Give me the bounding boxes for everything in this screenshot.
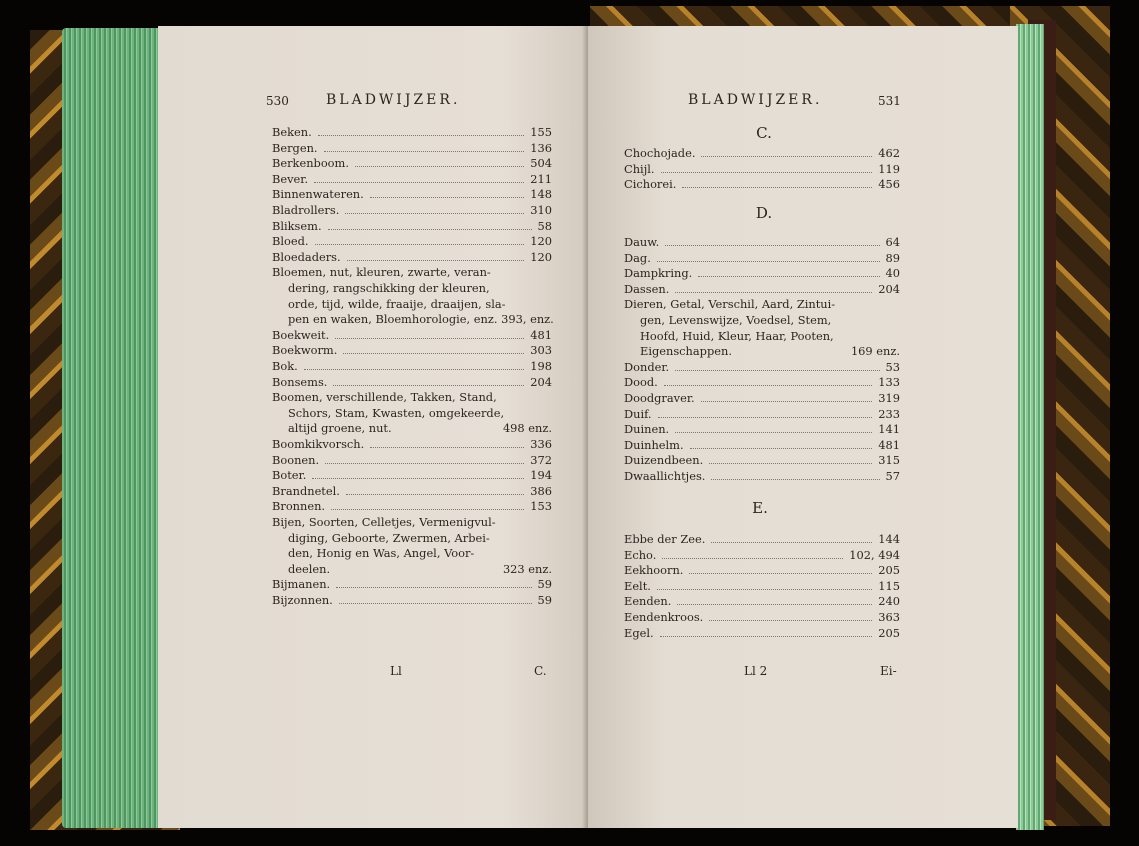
- entry-line: Bijen, Soorten, Celletjes, Vermenigvul-: [272, 515, 496, 529]
- entry-term: Doodgraver.: [624, 391, 695, 405]
- leader-dots: [660, 636, 873, 637]
- entry-page: 498 enz.: [502, 421, 552, 436]
- entry-line: den, Honig en Was, Angel, Voor-: [288, 546, 475, 561]
- catchword: Ei-: [880, 664, 897, 678]
- index-entry: [624, 360, 900, 375]
- leader-dots: [339, 603, 532, 604]
- entry-term: Dassen.: [624, 281, 670, 296]
- entry-term: Boekweit.: [272, 327, 330, 342]
- index-entry: [624, 469, 900, 484]
- entry-term: Duif.: [624, 406, 652, 421]
- entry-term: Bladrollers.: [272, 203, 340, 217]
- leader-dots: [304, 369, 524, 370]
- entry-page: 462: [878, 146, 900, 160]
- entry-page: 53: [885, 359, 900, 374]
- index-entry: [624, 266, 900, 281]
- index-entry: [624, 146, 900, 161]
- entry-term: Chijl.: [624, 161, 655, 176]
- index-entry: [272, 468, 552, 483]
- index-entry: [624, 407, 900, 422]
- entry-term: Eekhoorn.: [624, 563, 684, 578]
- entry-page: 89: [885, 250, 900, 265]
- index-entry: [272, 156, 552, 171]
- leader-dots: [675, 370, 879, 371]
- leader-dots: [661, 172, 873, 173]
- entry-page: 64: [885, 235, 900, 249]
- entry-page: 59: [537, 577, 552, 592]
- leader-dots: [711, 479, 879, 480]
- leader-dots: [347, 260, 525, 261]
- entry-line: Bloemen, nut, kleuren, zwarte, veran-: [272, 265, 491, 280]
- index-entry: [624, 563, 900, 578]
- index-entry: [624, 235, 900, 250]
- entry-term: Dood.: [624, 375, 658, 390]
- leader-dots: [689, 573, 872, 574]
- entry-page: 155: [530, 125, 552, 139]
- right-page: [588, 26, 1018, 828]
- entry-page: 240: [878, 594, 900, 609]
- index-entry: [272, 499, 552, 514]
- entry-page: 198: [530, 359, 552, 373]
- index-entry: [624, 548, 900, 563]
- entry-page: 211: [530, 171, 552, 186]
- entry-term: Bergen.: [272, 140, 318, 155]
- leader-dots: [701, 401, 873, 402]
- index-entry: [624, 177, 900, 192]
- entry-term: Dwaallichtjes.: [624, 469, 706, 483]
- entry-term: Ebbe der Zee.: [624, 532, 706, 546]
- index-entry: [624, 438, 900, 453]
- entry-term: Boekworm.: [272, 343, 338, 358]
- leader-dots: [682, 187, 872, 188]
- entry-term: Brandnetel.: [272, 483, 340, 498]
- leader-dots: [709, 463, 872, 464]
- leader-dots: [657, 589, 872, 590]
- entry-line: Dieren, Getal, Verschil, Aard, Zintui-: [624, 297, 836, 312]
- index-entry: [624, 162, 900, 177]
- leader-dots: [662, 558, 843, 559]
- entry-term: Boomkikvorsch.: [272, 437, 365, 451]
- index-entry: [272, 219, 552, 234]
- entry-page: 119: [878, 161, 900, 176]
- index-entry: [272, 437, 552, 452]
- entry-page: 319: [878, 391, 900, 405]
- entry-page: 386: [530, 483, 552, 498]
- leader-dots: [333, 385, 524, 386]
- leader-dots: [343, 353, 524, 354]
- index-entry: [624, 375, 900, 390]
- leader-dots: [664, 385, 872, 386]
- entry-term: Duizendbeen.: [624, 453, 704, 468]
- leader-dots: [335, 338, 524, 339]
- index-entry: [624, 251, 900, 266]
- leader-dots: [345, 213, 524, 214]
- left-page: [158, 26, 588, 828]
- entry-page: 57: [885, 469, 900, 483]
- entry-term: Bloedaders.: [272, 249, 341, 264]
- index-entry: [272, 577, 552, 592]
- entry-line: diging, Geboorte, Zwermen, Arbei-: [288, 530, 490, 545]
- index-entry: [272, 203, 552, 218]
- leader-dots: [675, 432, 872, 433]
- leader-dots: [331, 509, 524, 510]
- entry-page: 141: [878, 422, 900, 437]
- entry-term: Bever.: [272, 171, 309, 186]
- entry-term: Dampkring.: [624, 266, 693, 281]
- index-entry: [272, 250, 552, 265]
- section-letter: D.: [755, 204, 773, 222]
- entry-page: 58: [537, 218, 552, 233]
- entry-term: Binnenwateren.: [272, 187, 364, 202]
- entry-page: 233: [878, 406, 900, 421]
- entry-page: 323 enz.: [502, 561, 552, 576]
- entry-page: 481: [878, 437, 900, 452]
- page-edges-left: [62, 28, 160, 828]
- index-entry: [272, 343, 552, 358]
- entry-line: orde, tijd, wilde, fraaije, draaijen, sla-: [288, 296, 506, 311]
- section-letter: E.: [752, 499, 768, 517]
- entry-term: Cichorei.: [624, 177, 677, 192]
- entry-page: 133: [878, 375, 900, 390]
- entry-term: Bliksem.: [272, 218, 322, 233]
- entry-line: Eigenschappen.: [640, 344, 732, 359]
- entry-page: 40: [885, 266, 900, 281]
- leader-dots: [370, 197, 524, 198]
- entry-page: 148: [530, 187, 552, 202]
- entry-term: Bronnen.: [272, 499, 326, 514]
- entry-term: Beken.: [272, 125, 312, 139]
- leader-dots: [318, 135, 525, 136]
- entry-page: 102, 494: [849, 547, 900, 562]
- leader-dots: [711, 542, 872, 543]
- page-header: BLADWIJZER.: [326, 92, 461, 108]
- index-entry: [272, 328, 552, 343]
- index-entry: [272, 359, 552, 374]
- entry-page: 194: [530, 468, 552, 483]
- index-entry: [272, 234, 552, 249]
- index-entry: [624, 282, 900, 297]
- page-edges-right: [1016, 24, 1044, 830]
- entry-term: Berkenboom.: [272, 156, 349, 171]
- entry-term: Echo.: [624, 547, 657, 562]
- entry-page: 59: [537, 593, 552, 607]
- entry-term: Duinhelm.: [624, 437, 684, 452]
- index-entry: [624, 610, 900, 625]
- entry-term: Bijmanen.: [272, 577, 331, 592]
- entry-page: 481: [530, 327, 552, 342]
- index-entry: [624, 422, 900, 437]
- section-letter: C.: [756, 124, 772, 142]
- entry-term: Donder.: [624, 359, 670, 374]
- index-entry: [272, 141, 552, 156]
- entry-page: 120: [530, 234, 552, 249]
- entry-term: Egel.: [624, 625, 654, 640]
- leader-dots: [658, 417, 873, 418]
- entry-page: 169 enz.: [850, 344, 900, 359]
- leader-dots: [709, 620, 872, 621]
- leader-dots: [690, 448, 873, 449]
- entry-page: 136: [530, 140, 552, 155]
- leader-dots: [314, 182, 524, 183]
- leader-dots: [657, 261, 880, 262]
- leader-dots: [675, 292, 872, 293]
- index-entry: [272, 484, 552, 499]
- leader-dots: [677, 604, 872, 605]
- entry-page: 504: [530, 156, 552, 171]
- entry-line: gen, Levenswijze, Voedsel, Stem,: [640, 313, 832, 327]
- entry-line: Hoofd, Huid, Kleur, Haar, Pooten,: [640, 328, 834, 343]
- leader-dots: [355, 166, 524, 167]
- entry-term: Dauw.: [624, 235, 660, 249]
- entry-page: 204: [878, 281, 900, 296]
- entry-line: Boomen, verschillende, Takken, Stand,: [272, 390, 497, 405]
- entry-page: 363: [878, 610, 900, 624]
- index-entry: [272, 453, 552, 468]
- page-number: 531: [878, 94, 901, 108]
- leader-dots: [328, 229, 532, 230]
- entry-page: 336: [530, 437, 552, 451]
- index-entry: [624, 391, 900, 406]
- entry-term: Bok.: [272, 359, 298, 373]
- index-entry: [272, 375, 552, 390]
- entry-term: Duinen.: [624, 422, 670, 437]
- entry-term: Chochojade.: [624, 146, 696, 160]
- index-entry: [272, 593, 552, 608]
- leader-dots: [324, 151, 525, 152]
- entry-page: 204: [530, 374, 552, 389]
- leader-dots: [325, 463, 524, 464]
- index-entry: [624, 453, 900, 468]
- page-number: 530: [266, 94, 289, 108]
- entry-page: 315: [878, 453, 900, 468]
- index-entry: [624, 579, 900, 594]
- entry-page: 153: [530, 499, 552, 514]
- entry-line: pen en waken, Bloemhorologie, enz. 393, enz.: [288, 312, 554, 327]
- leader-dots: [665, 245, 879, 246]
- page-header: BLADWIJZER.: [688, 92, 823, 108]
- index-entry: [272, 172, 552, 187]
- leader-dots: [315, 244, 525, 245]
- entry-page: 205: [878, 625, 900, 640]
- signature-mark: Ll: [390, 664, 402, 678]
- entry-line: deelen.: [288, 561, 331, 576]
- leader-dots: [701, 156, 872, 157]
- leader-dots: [346, 494, 524, 495]
- entry-term: Eelt.: [624, 578, 651, 593]
- entry-page: 205: [878, 563, 900, 578]
- leader-dots: [698, 276, 879, 277]
- entry-term: Bijzonnen.: [272, 593, 333, 607]
- leader-dots: [312, 478, 524, 479]
- entry-term: Eendenkroos.: [624, 610, 704, 624]
- entry-term: Boonen.: [272, 452, 320, 467]
- entry-page: 310: [530, 203, 552, 217]
- index-entry: [624, 626, 900, 641]
- entry-term: Bonsems.: [272, 374, 328, 389]
- entry-page: 303: [530, 343, 552, 358]
- signature-mark: Ll 2: [744, 664, 768, 678]
- index-entry: [272, 125, 552, 140]
- catchword: C.: [534, 664, 547, 678]
- entry-page: 115: [878, 578, 900, 593]
- entry-term: Bloed.: [272, 234, 309, 249]
- entry-page: 372: [530, 452, 552, 467]
- entry-term: Dag.: [624, 250, 651, 265]
- leader-dots: [370, 447, 524, 448]
- entry-line: dering, rangschikking der kleuren,: [288, 281, 490, 295]
- entry-line: altijd groene, nut.: [288, 421, 392, 436]
- entry-page: 144: [878, 532, 900, 546]
- entry-page: 120: [530, 249, 552, 264]
- entry-term: Eenden.: [624, 594, 672, 609]
- index-entry: [624, 532, 900, 547]
- entry-page: 456: [878, 177, 900, 192]
- index-entry: [624, 594, 900, 609]
- index-entry: [272, 187, 552, 202]
- leader-dots: [336, 587, 531, 588]
- entry-line: Schors, Stam, Kwasten, omgekeerde,: [288, 405, 505, 420]
- entry-term: Boter.: [272, 468, 307, 483]
